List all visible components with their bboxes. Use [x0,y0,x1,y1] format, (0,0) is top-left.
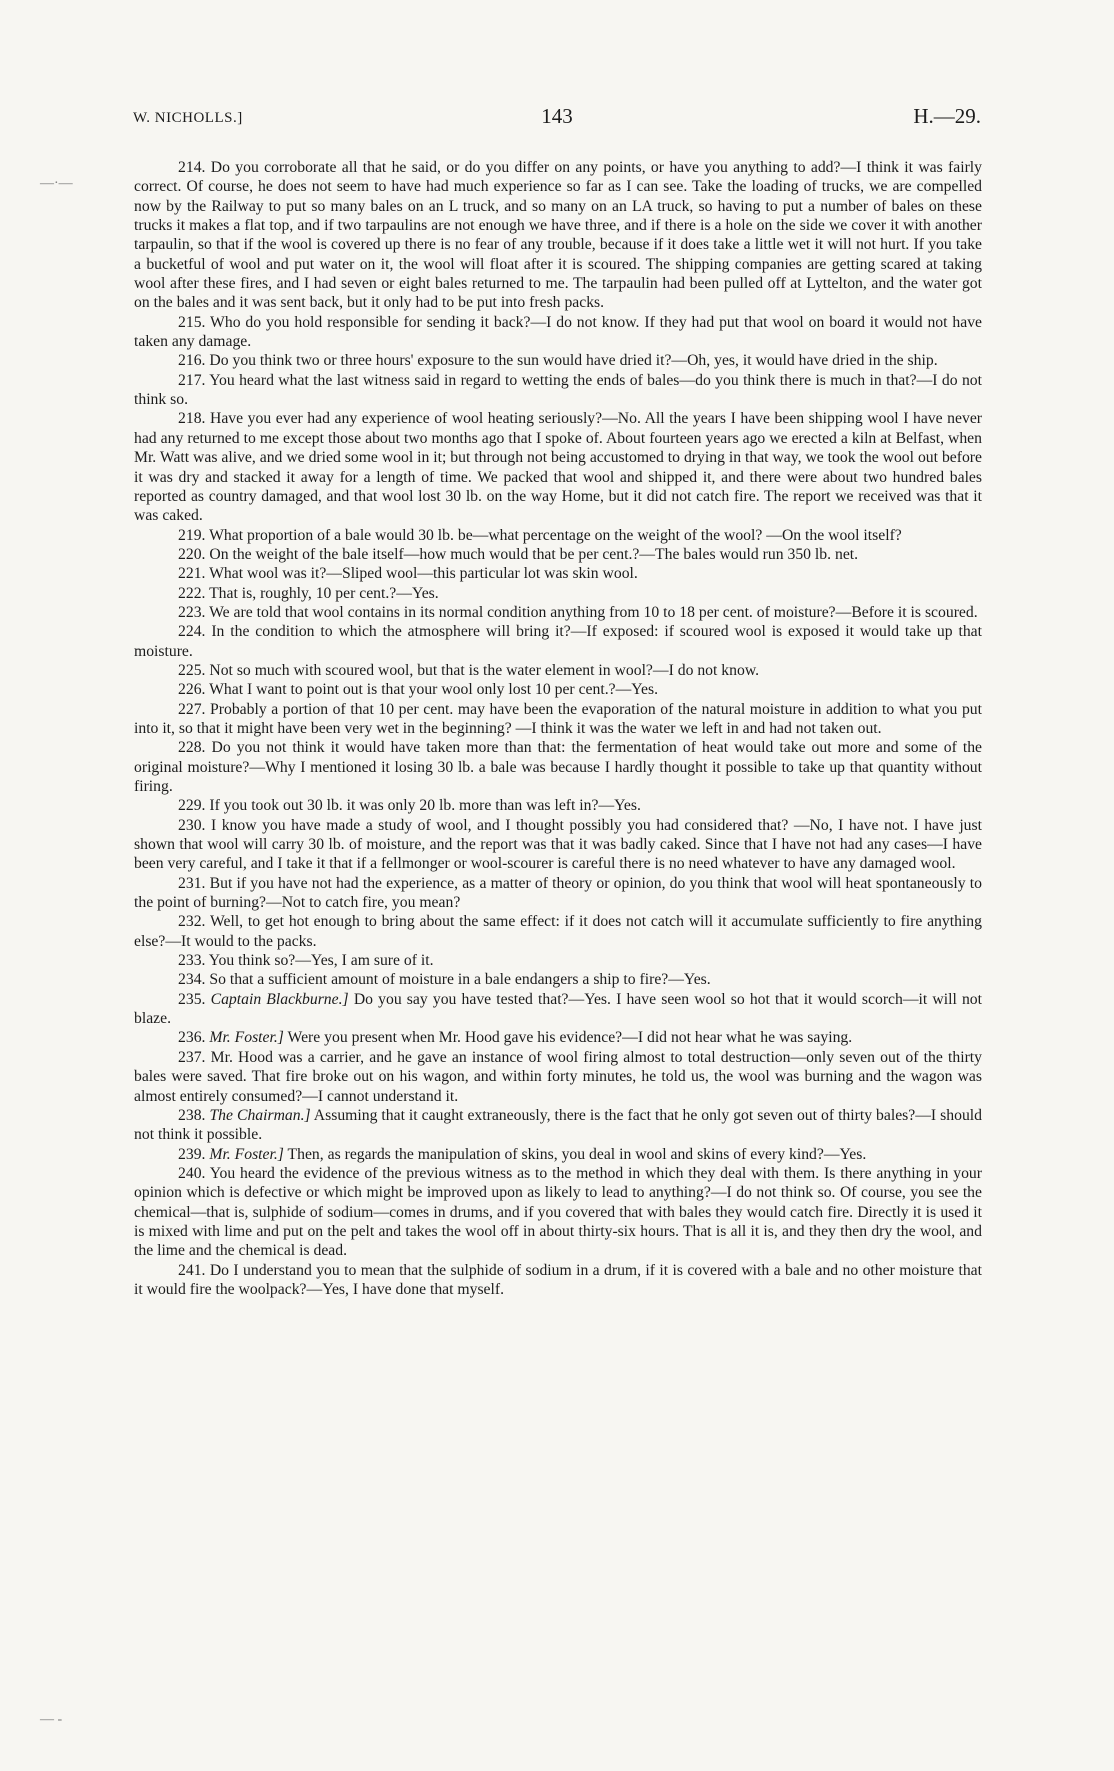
testimony-paragraph [134,1261,982,1300]
testimony-paragraph [134,912,982,951]
question-answer-text: You heard what the last witness said in regard to wetting the ends of bales—do you think there is much in that?—I do not think so. [134,371,982,409]
question-answer-text: In the condition to which the atmosphere will bring it?—If exposed: if scoured wool is exposed it would take up that moisture. [134,623,982,660]
question-number: 229. [178,797,206,815]
testimony-paragraph [134,661,982,680]
question-answer-text: Well, to get hot enough to bring about the same effect: if it does not catch will it accumulate sufficiently to fire anything else?—It would to the packs. [134,913,982,950]
testimony-paragraph [134,874,982,913]
testimony-paragraph [134,700,982,739]
speaker-label: The Chairman.] [209,1106,311,1124]
question-answer-text: Not so much with scoured wool, but that is the water element in wool?—I do not know. [209,661,760,679]
question-number: 230. [178,816,206,834]
question-answer-text: Then, as regards the manipulation of skins, you deal in wool and skins of every kind?—Yes. [287,1145,867,1163]
question-number: 227. [178,700,206,718]
question-number: 221. [178,565,206,583]
question-answer-text: Who do you hold responsible for sending it back?—I do not know. If they had put that wool on board it would not have taken any damage. [134,313,982,351]
page-header [133,104,981,134]
question-answer-text: I know you have made a study of wool, and I thought possibly you had considered that? —No, I have not. I have just shown that wool will carry 30 lb. of moisture, and the report was that it was badly caked. Since that I have not had any cases—I have been very careful, and I take it that if a fellmonger or wool-scourer is careful there is no need whatever to have any damaged wool. [134,816,982,873]
testimony-paragraph [134,970,982,989]
testimony-paragraph [134,526,982,545]
testimony-paragraph [134,351,982,370]
margin-mark: —·— [40,176,73,191]
speaker-label: Mr. Foster.] [209,1145,284,1163]
question-number: 218. [178,410,206,428]
question-number: 238. [178,1106,206,1124]
question-number: 214. [178,159,206,176]
question-answer-text: Do you not think it would have taken more than that: the fermentation of heat would take out more and some of the original moisture?—Why I mentioned it losing 30 lb. a bale was because I hardly thought it possible to take up that quantity without firing. [134,739,983,795]
question-answer-text: What I want to point out is that your wool only lost 10 per cent.?—Yes. [209,681,659,699]
speaker-label: Mr. Foster.] [209,1029,284,1047]
question-number: 225. [178,661,206,679]
question-number: 240. [178,1164,206,1182]
question-answer-text: That is, roughly, 10 per cent.?—Yes. [209,584,439,602]
question-number: 219. [178,526,206,544]
question-number: 235. [178,990,206,1008]
question-number: 228. [178,739,206,757]
question-answer-text: What proportion of a bale would 30 lb. be—what percentage on the weight of the wool? —On the wool itself? [209,526,902,544]
question-answer-text: Have you ever had any experience of wool heating seriously?—No. All the years I have been shipping wool I have never had any returned to me except those about two months ago that I spoke of. About fourteen years ago we erected a kiln at Belfast, when Mr. Watt was alive, and we dried some wool in it; but through not being accustomed to drying in that way, we took the wool out before it was dry and stacked it away for a length of time. We packed that wool and shipped it, and there were about two hundred bales reported as country damaged, and that wool lost 30 lb. on the way Home, but it did not catch fire. The report we received was that it was caked. [134,410,983,525]
page-number: 143 [541,104,573,128]
testimony-paragraph [134,603,982,622]
question-answer-text: Were you present when Mr. Hood gave his evidence?—I did not hear what he was saying. [287,1029,853,1047]
question-answer-text: You think so?—Yes, I am sure of it. [208,952,434,970]
testimony-paragraph [134,1048,982,1106]
testimony-paragraph [134,1145,982,1164]
question-number: 231. [178,874,206,892]
testimony-paragraph [134,1028,982,1047]
testimony-paragraph [134,1164,982,1261]
question-number: 222. [178,584,206,602]
question-answer-text: Mr. Hood was a carrier, and he gave an instance of wool firing almost to total destruction—only seven out of the thirty bales were saved. That fire broke out on his wagon, and within forty minutes, he told us, the wool was burning and the wagon was almost entirely consumed?—I cannot understand it. [134,1048,982,1105]
question-number: 241. [178,1261,206,1279]
question-answer-text: Do I understand you to mean that the sulphide of sodium in a drum, if it is covered with a bale and no other moisture that it would fire the woolpack?—Yes, I have done that myself. [134,1261,982,1298]
testimony-paragraph [134,951,982,970]
question-answer-text: Probably a portion of that 10 per cent. may have been the evaporation of the natural moisture in addition to what you put into it, so that it might have been very wet in the beginning? —I think it was the water we left in and had not taken out. [134,700,982,737]
testimony-paragraph [134,545,982,564]
question-answer-text: You heard the evidence of the previous witness as to the method in which they deal with them. Is there anything in your opinion which is defective or which might be improved upon as likely to lead to anything?—I do not think so. Of course, you see the chemical—that is, sulphide of sodium—comes in drums, and if you covered that with bales they would catch fire. Directly it is used it is mixed with lime and put on the pelt and takes the wool off in about thirty-six hours. That is all it is, and they then dry the wool, and the lime and the chemical is dead. [134,1164,982,1260]
testimony-paragraph [134,584,982,603]
question-number: 236. [178,1029,206,1047]
question-answer-text: We are told that wool contains in its normal condition anything from 10 to 18 per cent. of moisture?—Before it is scoured. [209,603,978,621]
question-number: 215. [178,313,206,331]
question-number: 216. [178,352,206,370]
question-answer-text: On the weight of the bale itself—how much would that be per cent.?—The bales would run 350 lb. net. [209,545,859,563]
testimony-paragraph [134,1106,982,1145]
testimony-paragraph [134,564,982,583]
margin-mark: — ‑ [40,1712,63,1727]
question-number: 232. [178,913,206,931]
testimony-paragraph [134,158,982,313]
question-number: 223. [178,603,206,621]
witness-name: W. NICHOLLS.] [133,110,243,126]
testimony-paragraph [134,409,982,525]
question-number: 226. [178,681,206,699]
testimony-paragraph [134,990,982,1029]
speaker-label: Captain Blackburne.] [210,990,349,1008]
question-number: 234. [178,971,206,989]
testimony-paragraph [134,622,982,661]
question-answer-text: Do you think two or three hours' exposure to the sun would have dried it?—Oh, yes, it would have dried in the ship. [209,352,938,370]
question-number: 217. [178,371,206,389]
testimony-paragraph [134,796,982,815]
testimony-body [134,158,982,1299]
question-answer-text: But if you have not had the experience, as a matter of theory or opinion, do you think that wool will heat spontaneously to the point of burning?—Not to catch fire, you mean? [134,874,982,912]
question-answer-text: Assuming that it caught extraneously, there is the fact that he only got seven out of thirty bales?—I should not think it possible. [134,1106,982,1144]
question-number: 224. [178,623,206,641]
question-answer-text: Do you corroborate all that he said, or do you differ on any points, or have you anything to add?—I think it was fairly correct. Of course, he does not seem to have had much experience so far as I can see. Take the loading of trucks, we are compelled now by the Railway to put so many bales on an L truck, and so many on an LA truck, so having to put a number of bales on these trucks it makes a flat top, and if two tarpaulins are not enough we have three, and if there is a hole on the side we cover it with another tarpaulin, so that if the wool is covered up there is no fear of any trouble, because if it does take a little wet it will not hurt. If you take a bucketful of wool and put water on it, the wool will float after it is scoured. The shipping companies are getting scared at taking wool after these fires, and I had seven or eight bales returned to me. The tarpaulin had been pulled off at Lyttelton, and the water got on the bales and it was sent back, but it only had to be put into fresh packs. [134,159,983,312]
question-answer-text: So that a sufficient amount of moisture in a bale endangers a ship to fire?—Yes. [209,971,711,989]
testimony-paragraph [134,816,982,874]
question-answer-text: If you took out 30 lb. it was only 20 lb. more than was left in?—Yes. [209,797,641,815]
question-answer-text: What wool was it?—Sliped wool—this particular lot was skin wool. [209,565,638,583]
testimony-paragraph [134,680,982,699]
question-number: 237. [178,1048,206,1066]
testimony-paragraph [134,371,982,410]
question-number: 220. [178,545,206,563]
testimony-paragraph [134,738,982,796]
testimony-paragraph [134,313,982,352]
document-reference: H.—29. [913,104,981,128]
question-answer-text: Do you say you have tested that?—Yes. I have seen wool so hot that it would scorch—it will not blaze. [134,990,983,1028]
question-number: 239. [178,1145,206,1163]
question-number: 233. [178,952,206,970]
